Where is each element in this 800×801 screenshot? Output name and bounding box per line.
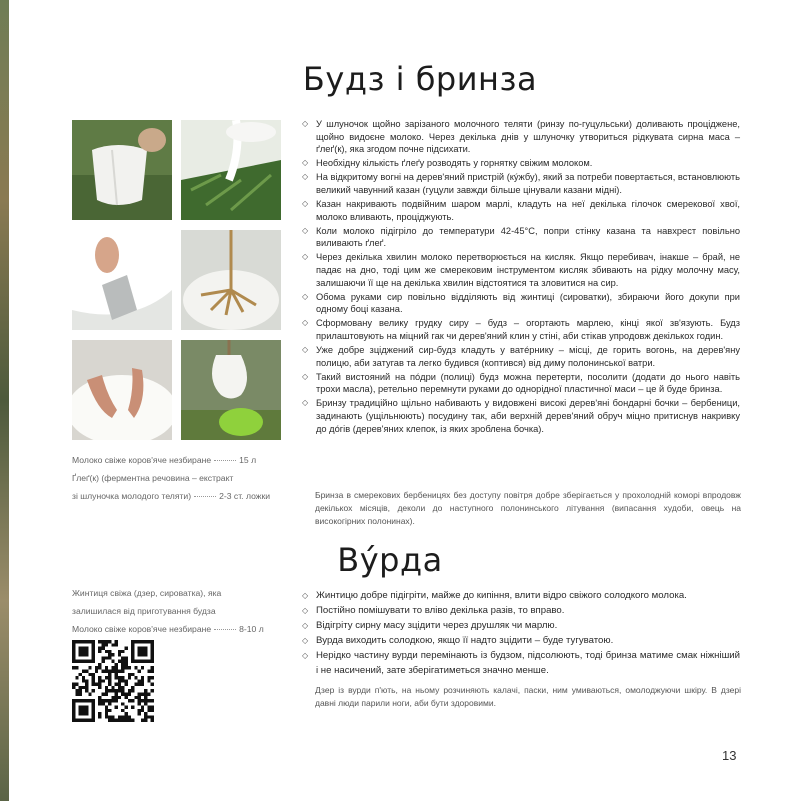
list-item: ◇ Вурда виходить солодкою, якщо її надто зцідити – буде тугуватою. xyxy=(302,634,740,649)
list-item: ◇ Жинтицю добре підігріти, майже до кипіння, влити відро свіжого солодкого молока. xyxy=(302,589,740,604)
photo-pouring-through-branches xyxy=(181,120,281,220)
ingredient-name: Молоко свіже коров'яче незбиране xyxy=(72,455,212,465)
diamond-bullet-icon: ◇ xyxy=(302,172,309,182)
list-item: ◇ Обома руками сир повільно відділяють від жинтиці (сироватки), збираючи його докупи при одному боці казана. xyxy=(302,291,740,315)
list-item: ◇ Постійно помішувати то вліво декілька разів, то вправо. xyxy=(302,604,740,619)
diamond-bullet-icon: ◇ xyxy=(302,291,309,301)
vurda-steps-list xyxy=(302,589,740,679)
ingredient-name: зі шлуночка молодого теляти) xyxy=(72,491,192,501)
qr-code-icon[interactable] xyxy=(72,640,154,722)
list-item: ◇ Бринзу традиційно щільно набивають у видовжені високі дерев'яні бондарні бочки – бербеници, задинають (ущільнюють) посудину так, аби верхній дерев'яний обруч міцно притиснув накривку до дóгів (дерев'яних клепок, із яких зроблена бочка). xyxy=(302,398,740,434)
budz-ingredients xyxy=(72,451,287,505)
left-edge-strip xyxy=(0,0,9,801)
list-item: ◇ Через декілька хвилин молоко перетворюється на кисляк. Якщо перебивач, інакше – брай, не падає на дно, тоді цим же смерековим інструментом кисляк збивають на рідку молочну масу, залишаючи її ще на декілька хвилин відстоятися та зловитися на сир. xyxy=(302,252,740,288)
list-item: ◇ У шлуночок щойно зарізаного молочного теляти (ринзу по-гуцульськи) доливають проціджене, щойно видоєне молоко. Через декілька днів у шлуночку утвориться рідкувата сирна маса – ґлеґ(к), яка згодом почне підсихати. xyxy=(302,119,740,155)
diamond-bullet-icon: ◇ xyxy=(302,252,309,262)
diamond-bullet-icon: ◇ xyxy=(302,591,309,600)
diamond-bullet-icon: ◇ xyxy=(302,371,309,381)
diamond-bullet-icon: ◇ xyxy=(302,621,309,631)
budz-steps-list xyxy=(302,118,740,437)
photo-hanging-cheese xyxy=(181,340,281,440)
section-title: Вýрда xyxy=(337,541,443,579)
photo-hands-in-curd xyxy=(72,340,172,440)
photo-cloth-straining xyxy=(72,120,172,220)
ingredient-name: Жинтиця свіжа (дзер, сироватка), яка xyxy=(72,588,222,598)
diamond-bullet-icon: ◇ xyxy=(302,119,309,128)
ingredient-amount: 2-3 ст. ложки xyxy=(219,491,271,501)
list-item: ◇ Казан накривають подвійним шаром марлі, кладуть на неї декілька гілочок смерекової хвої, молоко вливають, проціджують. xyxy=(302,199,740,222)
ingredient-line xyxy=(72,620,287,638)
page-number: 13 xyxy=(722,748,737,763)
leader-dots xyxy=(214,460,236,461)
list-item: ◇ Сформовану велику грудку сиру – будз – огортають марлею, кінці якої зв'язують. Будз прилаштовують на міцний гак чи дерев'яний клин у стіні, аби стікав упродовж декількох годин. xyxy=(302,318,740,341)
ingredient-line xyxy=(72,584,287,602)
ingredient-line xyxy=(72,487,287,505)
list-item: ◇ Коли молоко підігріло до температури 42-45°С, попри стінку казана та навхрест повільно виливають ґлеґ. xyxy=(302,225,740,249)
list-item: ◇ Такий вистояний на пóдри (полиці) будз можна перетерти, посолити (додати до нього навіть трохи масла), ретельно перемнути руками до однорідної пластичної маси – це й буде бринза. xyxy=(302,371,740,395)
photo-wooden-whisk xyxy=(181,230,281,330)
diamond-bullet-icon: ◇ xyxy=(302,158,309,168)
diamond-bullet-icon: ◇ xyxy=(302,651,309,661)
leader-dots xyxy=(214,629,236,630)
diamond-bullet-icon: ◇ xyxy=(302,318,309,328)
ingredient-name: Молоко свіже коров'яче незбиране xyxy=(72,624,212,634)
vurda-usage-note: Дзер із вурди п'ють, на ньому розчиняють калачі, паски, ним умиваються, омолоджуючи шкіру. В дзері давні люди парили ноги, аби бути здоровими. xyxy=(315,685,741,708)
diamond-bullet-icon: ◇ xyxy=(302,636,309,646)
diamond-bullet-icon: ◇ xyxy=(302,606,309,616)
vurda-ingredients xyxy=(72,584,287,638)
diamond-bullet-icon: ◇ xyxy=(302,199,309,209)
diamond-bullet-icon: ◇ xyxy=(302,225,309,235)
diamond-bullet-icon: ◇ xyxy=(302,345,309,355)
ingredient-amount: 15 л xyxy=(239,455,257,465)
ingredient-line xyxy=(72,451,287,469)
list-item: ◇ Необхідну кількість ґлеґу розводять у горнятку свіжим молоком. xyxy=(302,158,593,169)
leader-dots xyxy=(194,496,216,497)
ingredient-line xyxy=(72,469,287,487)
list-item: ◇ Нерідко частину вурди перемінають із будзом, підсолюють, тоді бринза матиме смак ніжніший і не насичений, зате зберігатиметься значно менше. xyxy=(302,650,740,676)
ingredient-line xyxy=(72,602,287,620)
list-item: ◇ Уже добре зціджений сир-будз кладуть у ватéрнику – місці, де горить вогонь, на дерев'яну полицю, аби затугав та легко будився (коптився) від диму полонинської ватри. xyxy=(302,345,740,368)
budz-storage-note: Бринза в смерекових бербеницях без доступу повітря добре зберігається у прохолодній коморі впродовж декількох місяців, деколи до наступного полонинського літування (випасання худоби, овець на високогірних полонинах). xyxy=(315,490,741,526)
page-title: Будз і бринза xyxy=(302,60,538,98)
ingredient-name: залишилася від приготування будза xyxy=(72,606,216,616)
list-item: ◇ На відкритому вогні на дерев'яний пристрій (кýжбу), який за потреби повертається, встановлюють великий чавунний казан (гуцули завжди більше цінували казани мідні). xyxy=(302,172,740,195)
photo-scoop-vessel xyxy=(72,230,172,330)
ingredient-amount: 8-10 л xyxy=(239,624,264,634)
diamond-bullet-icon: ◇ xyxy=(302,398,309,408)
ingredient-name: Ґлеґ(к) (ферментна речовина – екстракт xyxy=(72,473,234,483)
list-item: ◇ Відігріту сирну масу зцідити через друшляк чи марлю. xyxy=(302,619,740,634)
